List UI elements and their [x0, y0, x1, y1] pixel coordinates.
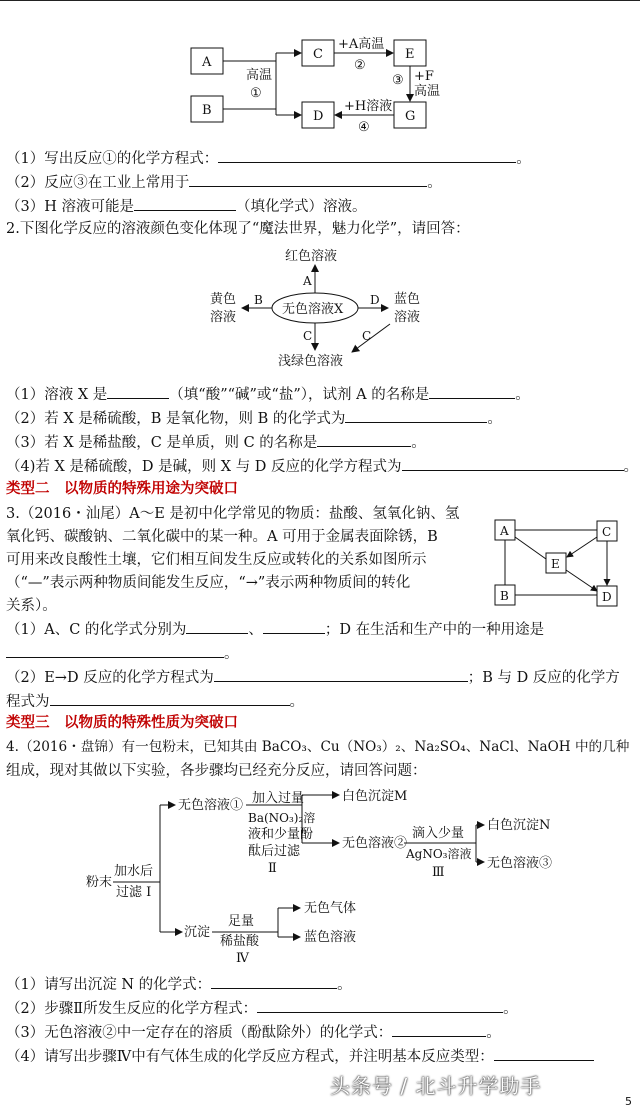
color-change-diagram	[0, 240, 640, 375]
node-C-label: C	[602, 525, 612, 539]
bottom-solution: 浅绿色溶液	[278, 354, 344, 369]
cond-gaowen: 高温	[246, 68, 273, 83]
node-C-label: C	[313, 47, 323, 62]
node-A-label: A	[202, 55, 212, 70]
solution-3: 无色溶液③	[487, 856, 553, 871]
answer-blank[interactable]	[263, 619, 325, 634]
q3-sub1: （1）A、C 的化学式分别为 、 ；D 在生活和生产中的一种用途是	[6, 619, 544, 639]
precipitate-M: 白色沉淀M	[342, 789, 408, 804]
add-drops: 滴入少量	[412, 826, 465, 841]
type3-heading: 类型三 以物质的特殊性质为突破口	[6, 715, 238, 731]
q1-sub3: （3）H 溶液可能是 （填化学式）溶液。	[6, 196, 366, 216]
answer-blank[interactable]	[211, 974, 337, 989]
cond-CE-top: +A高温	[338, 37, 385, 52]
answer-blank[interactable]	[186, 619, 248, 634]
q3-stem-line: 3.（2016・汕尾）A～E 是初中化学常见的物质：盐酸、氢氧化钠、氢	[6, 506, 460, 522]
reagent-1a: Ba(NO₃)₂溶	[248, 811, 316, 825]
q4-stem-line1: 4.（2016・盘锦）有一包粉末，已知其由 BaCO₃、Cu（NO₃）₂、Na₂SO₄、NaCl、NaOH 中的几种	[6, 739, 630, 755]
step-4: Ⅳ	[236, 951, 249, 966]
q1-sub2: （2）反应③在工业上常用于 。	[6, 172, 442, 192]
q1-sub1: （1）写出反应①的化学方程式： 。	[6, 148, 531, 168]
q3-stem-line: （“—”表示两种物质间能发生反应，“→”表示两种物质间的转化	[6, 575, 411, 591]
cond-EG-f: +F	[414, 69, 434, 84]
answer-blank[interactable]	[494, 1046, 594, 1061]
page-number: 5	[625, 1095, 632, 1108]
right-solution-2: 溶液	[394, 310, 421, 325]
q4-sub4: （4）请写出步骤Ⅳ中有气体生成的化学反应方程式，并注明基本反应类型：	[6, 1046, 594, 1066]
step-3: Ⅲ	[432, 865, 445, 880]
reagent-A: A	[303, 274, 312, 288]
q3-stem	[6, 503, 480, 618]
answer-blank[interactable]	[189, 172, 427, 187]
answer-blank[interactable]	[392, 1022, 486, 1037]
experiment-flowchart	[0, 785, 640, 970]
colorless-gas: 无色气体	[304, 901, 357, 916]
answer-blank[interactable]	[257, 998, 503, 1013]
answer-blank[interactable]	[6, 643, 224, 658]
q4-sub3: （3）无色溶液②中一定存在的溶质（酚酞除外）的化学式： 。	[6, 1022, 501, 1042]
reagent-C2: C	[362, 329, 372, 343]
precipitate: 沉淀	[184, 925, 211, 940]
cond-EG-num: ③	[392, 73, 404, 88]
q3-sub2: （2）E→D 反应的化学方程式为 ；B 与 D 反应的化学方	[6, 667, 620, 687]
node-B-label: B	[202, 103, 212, 118]
step-2: Ⅱ	[268, 861, 277, 876]
node-E-label: E	[551, 557, 560, 571]
reagent-C: C	[303, 329, 313, 343]
solution-1: 无色溶液①	[178, 798, 244, 813]
powder: 粉末	[86, 875, 113, 890]
cond-CE-num: ②	[354, 58, 366, 73]
node-D-label: D	[313, 109, 324, 124]
q2-sub2: （2）若 X 是稀硫酸，B 是氧化物，则 B 的化学式为 。	[6, 408, 502, 428]
center-solution: 无色溶液X	[282, 302, 344, 317]
node-D-label: D	[602, 590, 612, 604]
q3-stem-line: 关系）。	[6, 598, 57, 614]
node-B-label: B	[500, 589, 509, 603]
blue-solution: 蓝色溶液	[304, 930, 357, 945]
step1-b: 过滤 Ⅰ	[116, 885, 152, 900]
answer-blank[interactable]	[50, 691, 290, 706]
add-excess: 加入过量	[252, 791, 305, 806]
reaction-diagram-1	[0, 0, 640, 140]
answer-blank[interactable]	[402, 456, 624, 471]
acid-amount: 足量	[228, 914, 255, 929]
acid-name: 稀盐酸	[220, 934, 260, 949]
answer-blank[interactable]	[134, 196, 236, 211]
cond-EG-gaowen: 高温	[414, 84, 441, 99]
answer-blank[interactable]	[429, 384, 515, 399]
step1-a: 加水后	[114, 864, 154, 879]
q2-sub4: （4)若 X 是稀硫酸，D 是碱，则 X 与 D 反应的化学方程式为 。	[6, 456, 638, 476]
reagent-1c: 酞后过滤	[248, 844, 301, 859]
q2-sub3: （3）若 X 是稀盐酸，C 是单质，则 C 的名称是 。	[6, 432, 426, 452]
node-A-label: A	[500, 524, 509, 538]
reagent-2: AgNO₃溶液	[406, 847, 472, 861]
top-solution: 红色溶液	[285, 249, 338, 264]
reagent-1b: 液和少量酚	[248, 827, 314, 842]
q4-sub1: （1）请写出沉淀 N 的化学式： 。	[6, 974, 352, 994]
cond-1: ①	[250, 86, 262, 101]
q3-stem-line: 可用来改良酸性土壤，它们相互间发生反应或转化的关系如图所示	[6, 552, 427, 568]
cond-GD-top: +H溶液	[344, 99, 393, 114]
q2-sub1: （1）溶液 X 是 （填“酸”“碱”或“盐”），试剂 A 的名称是 。	[6, 384, 530, 404]
answer-blank[interactable]	[107, 384, 169, 399]
node-G-label: G	[405, 109, 416, 124]
watermark: 头条号 / 北斗升学助手	[330, 1074, 542, 1098]
type2-heading: 类型二 以物质的特殊用途为突破口	[6, 481, 238, 497]
left-solution-1: 黄色	[210, 292, 237, 307]
q3-stem-line: 氧化钙、碳酸钠、二氧化碳中的某一种。A 可用于金属表面除锈，B	[6, 529, 438, 545]
q4-sub2: （2）步骤Ⅱ所发生反应的化学方程式： 。	[6, 998, 518, 1018]
q4-stem-line2: 组成，现对其做以下实验，各步骤均已经充分反应，请回答问题：	[6, 763, 427, 779]
answer-blank[interactable]	[345, 408, 487, 423]
q3-sub1-cont: 。	[6, 643, 239, 663]
reagent-D: D	[370, 293, 380, 307]
right-solution-1: 蓝色	[394, 292, 421, 307]
answer-blank[interactable]	[218, 148, 516, 163]
answer-blank[interactable]	[317, 432, 411, 447]
reagent-B: B	[254, 293, 263, 307]
solution-2: 无色溶液②	[342, 836, 408, 851]
node-E-label: E	[405, 47, 415, 62]
relation-diagram	[490, 515, 625, 610]
cond-GD-num: ④	[358, 120, 370, 135]
q3-sub2-cont: 程式为 。	[6, 691, 304, 711]
left-solution-2: 溶液	[210, 310, 237, 325]
q2-stem: 2.下图化学反应的溶液颜色变化体现了“魔法世界，魅力化学”，请回答：	[6, 221, 470, 237]
precipitate-N: 白色沉淀N	[487, 818, 551, 833]
answer-blank[interactable]	[214, 667, 468, 682]
